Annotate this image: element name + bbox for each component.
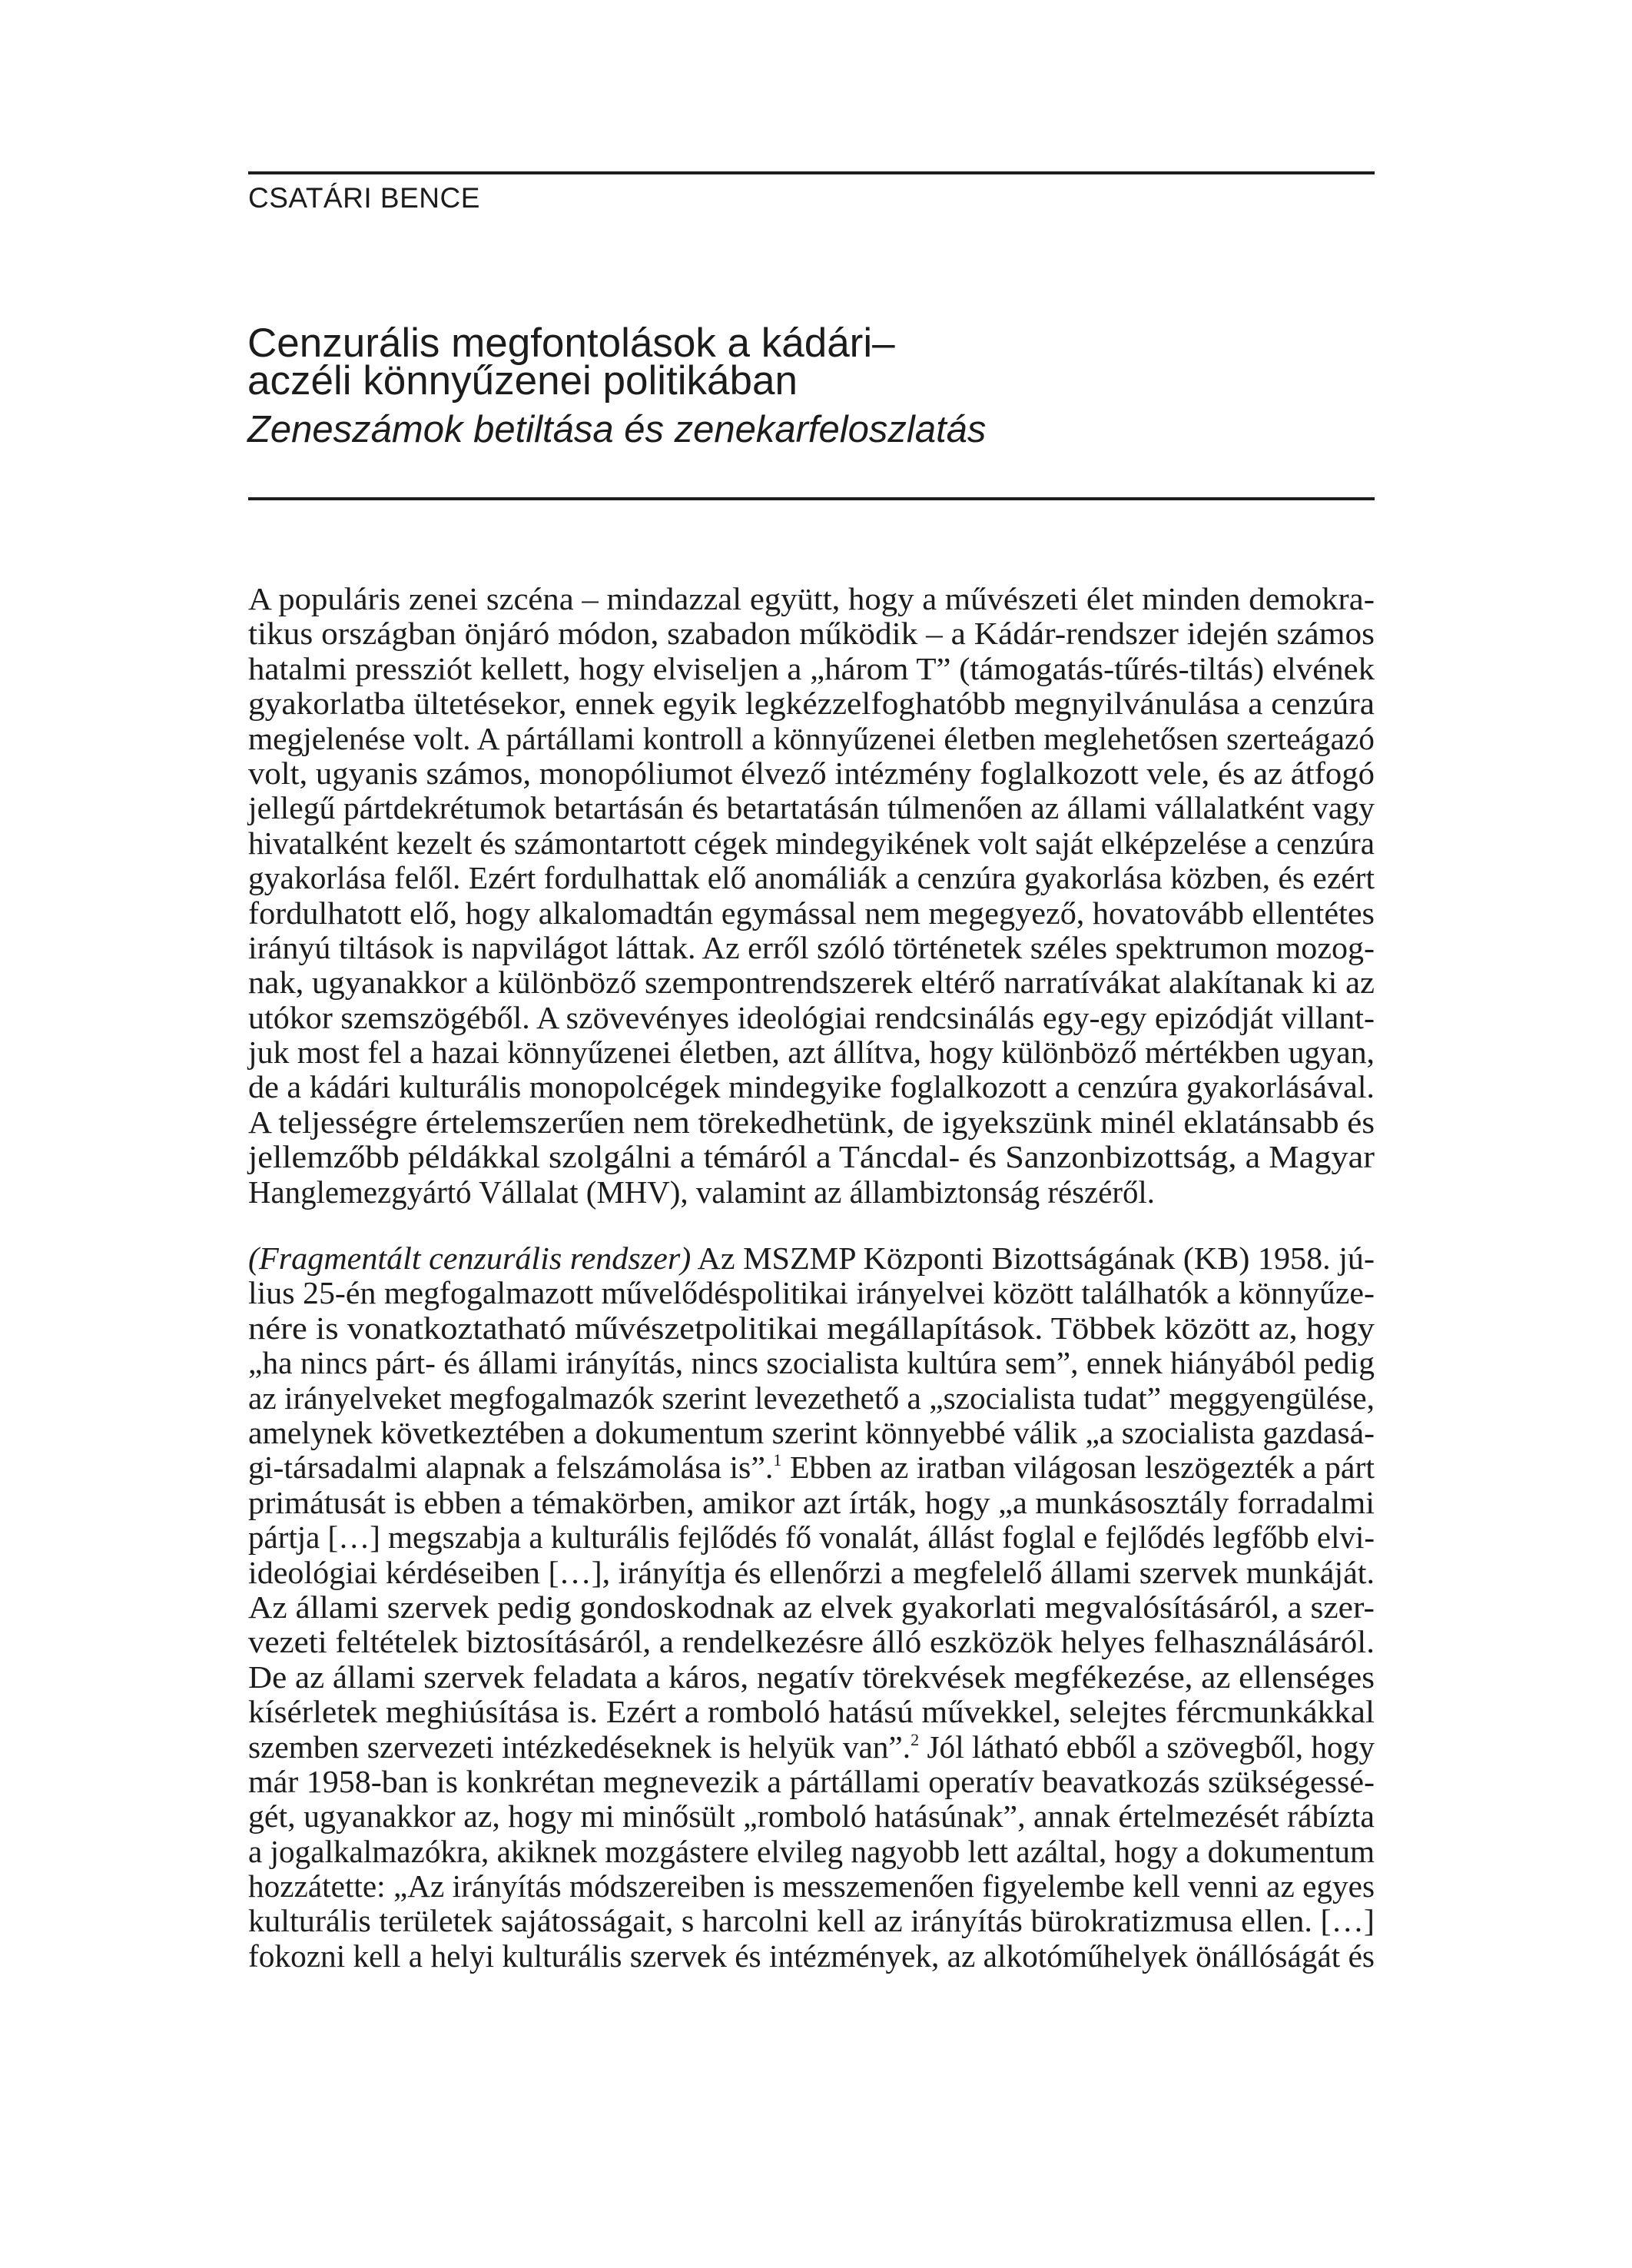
text-line: hatalmi pressziót kellett, hogy elviseljen a „három T” (támogatás-tűrés-tiltás) elvének: [248, 650, 1375, 686]
text-line: gét, ugyanakkor az, hogy mi minősült „romboló hatásúnak”, annak értelmezését rábízta: [248, 1798, 1375, 1835]
text-line: Az állami szervek pedig gondoskodnak az elvek gyakorlati megvalósításáról, a szer-: [248, 1589, 1375, 1625]
text-line: megjelenése volt. A pártállami kontroll a könnyűzenei életben meglehetősen szerteágazó: [248, 720, 1375, 756]
text-line: hozzátette: „Az irányítás módszereiben is messzemenően figyelembe kell venni az egyes: [248, 1868, 1375, 1904]
text-line: primátusát is ebben a témakörben, amikor azt írták, hogy „a munkásosztály forradalmi: [248, 1484, 1375, 1520]
text-line: már 1958-ban is konkrétan megnevezik a pártállami operatív beavatkozás szükségessé-: [248, 1763, 1375, 1799]
text-line: (Fragmentált cenzurális rendszer) Az MSZMP Központi Bizottságának (KB) 1958. jú-: [248, 1240, 1375, 1277]
author-name: CSATÁRI BENCE: [248, 182, 480, 214]
title-line: Cenzurális megfontolások a kádári–: [247, 320, 895, 366]
text-line: irányú tiltások is napvilágot láttak. Az erről szóló történetek széles spektrumon mozog-: [248, 929, 1375, 965]
text-line: fokozni kell a helyi kulturális szervek és intézmények, az alkotóműhelyek önállóságát és: [248, 1938, 1375, 1974]
article-subtitle: Zeneszámok betiltása és zenekarfeloszlatás: [247, 409, 987, 450]
text-line: lius 25-én megfogalmazott művelődéspolitikai irányelvei között találhatók a könnyűze-: [248, 1275, 1375, 1311]
text-line: kísérletek meghiúsítása is. Ezért a romboló hatású művekkel, selejtes fércmunkákkal: [248, 1694, 1375, 1730]
text-line: utókor szemszögéből. A szövevényes ideológiai rendcsinálás egy-egy epizódját villant-: [248, 999, 1375, 1035]
article-body: [248, 582, 1375, 1974]
text-line: nak, ugyanakkor a különböző szempontrendszerek eltérő narratívákat alakítanak ki az: [248, 965, 1375, 1001]
text-line: Hanglemezgyártó Vállalat (MHV), valamint az állambiztonság részéről.: [248, 1174, 1155, 1210]
text-line: az irányelveket megfogalmazók szerint levezethető a „szocialista tudat” meggyengülése,: [248, 1380, 1375, 1416]
text-line: A populáris zenei szcéna – mindazzal együtt, hogy a művészeti élet minden demokra-: [248, 581, 1375, 616]
text-line: de a kádári kulturális monopolcégek mindegyike foglalkozott a cenzúra gyakorlásával.: [248, 1069, 1375, 1105]
article-title: [247, 320, 1374, 403]
text-line: ideológiai kérdéseiben […], irányítja és ellenőrzi a megfelelő állami szervek munkáját.: [248, 1554, 1375, 1590]
text-line: jellemzőbb példákkal szolgálni a témáról a Táncdal- és Sanzonbizottság, a Magyar: [248, 1139, 1375, 1175]
text-line: jellegű pártdekrétumok betartásán és betartatásán túlmenően az állami vállalatként vagy: [248, 790, 1375, 826]
section-run-in-heading: (Fragmentált cenzurális rendszer): [248, 1240, 692, 1277]
footnote-marker[interactable]: 2: [911, 1729, 920, 1749]
text-line: gyakorlatba ültetésekor, ennek egyik legkézzelfoghatóbb megnyilvánulása a cenzúra: [248, 686, 1375, 722]
header-top-rule: [248, 171, 1375, 174]
text-line: a jogalkalmazókra, akiknek mozgástere elvileg nagyobb lett azáltal, hogy a dokumentum: [248, 1833, 1375, 1869]
title-bottom-rule: [248, 497, 1375, 500]
text-line: kulturális területek sajátosságait, s harcolni kell az irányítás bürokratizmusa ellen. […]: [248, 1903, 1375, 1939]
text-line: pártja […] megszabja a kulturális fejlődés fő vonalát, állást foglal e fejlődés legfőbb elvi-: [248, 1519, 1375, 1556]
paragraph-intro: [248, 582, 1375, 1210]
text-line: amelynek következtében a dokumentum szerint könnyebbé válik „a szocialista gazdasá-: [248, 1414, 1375, 1450]
text-line: De az állami szervek feladata a káros, negatív törekvések megfékezése, az ellenséges: [248, 1659, 1375, 1695]
footnote-marker[interactable]: 1: [773, 1450, 782, 1470]
text-line: hivatalként kezelt és számontartott cégek mindegyikének volt saját elképzelése a cenzúra: [248, 825, 1375, 861]
text-line: „ha nincs párt- és állami irányítás, nincs szocialista kultúra sem”, ennek hiányából pedig: [248, 1345, 1375, 1381]
paragraph-fragmented-censorship: [248, 1241, 1375, 1974]
text-line: A teljességre értelemszerűen nem törekedhetünk, de igyekszünk minél eklatánsabb és: [248, 1104, 1375, 1140]
text-line: tikus országban önjáró módon, szabadon működik – a Kádár-rendszer idején számos: [248, 616, 1375, 652]
text-line: vezeti feltételek biztosításáról, a rendelkezésre álló eszközök helyes felhasználásáról.: [248, 1624, 1375, 1660]
text-line: szemben szervezeti intézkedéseknek is helyük van”.$^2$ Jól látható ebből a szövegből, hogy: [248, 1728, 1375, 1765]
text-line: juk most fel a hazai könnyűzenei életben, azt állítva, hogy különböző mértékben ugyan,: [248, 1034, 1375, 1071]
title-line: aczéli könnyűzenei politikában: [247, 358, 798, 403]
text-line: gi-társadalmi alapnak a felszámolása is”.$^1$ Ebben az iratban világosan leszögezték a párt: [248, 1449, 1375, 1486]
text-line: gyakorlása felől. Ezért fordulhattak elő anomáliák a cenzúra gyakorlása közben, és ezért: [248, 860, 1375, 896]
text-line: fordulhatott elő, hogy alkalomadtán egymással nem megegyező, hovatovább ellentétes: [248, 895, 1375, 931]
text-line: nére is vonatkoztatható művészetpolitikai megállapítások. Többek között az, hogy: [248, 1310, 1375, 1346]
text-line: volt, ugyanis számos, monopóliumot élvező intézmény foglalkozott vele, és az átfogó: [248, 755, 1375, 791]
